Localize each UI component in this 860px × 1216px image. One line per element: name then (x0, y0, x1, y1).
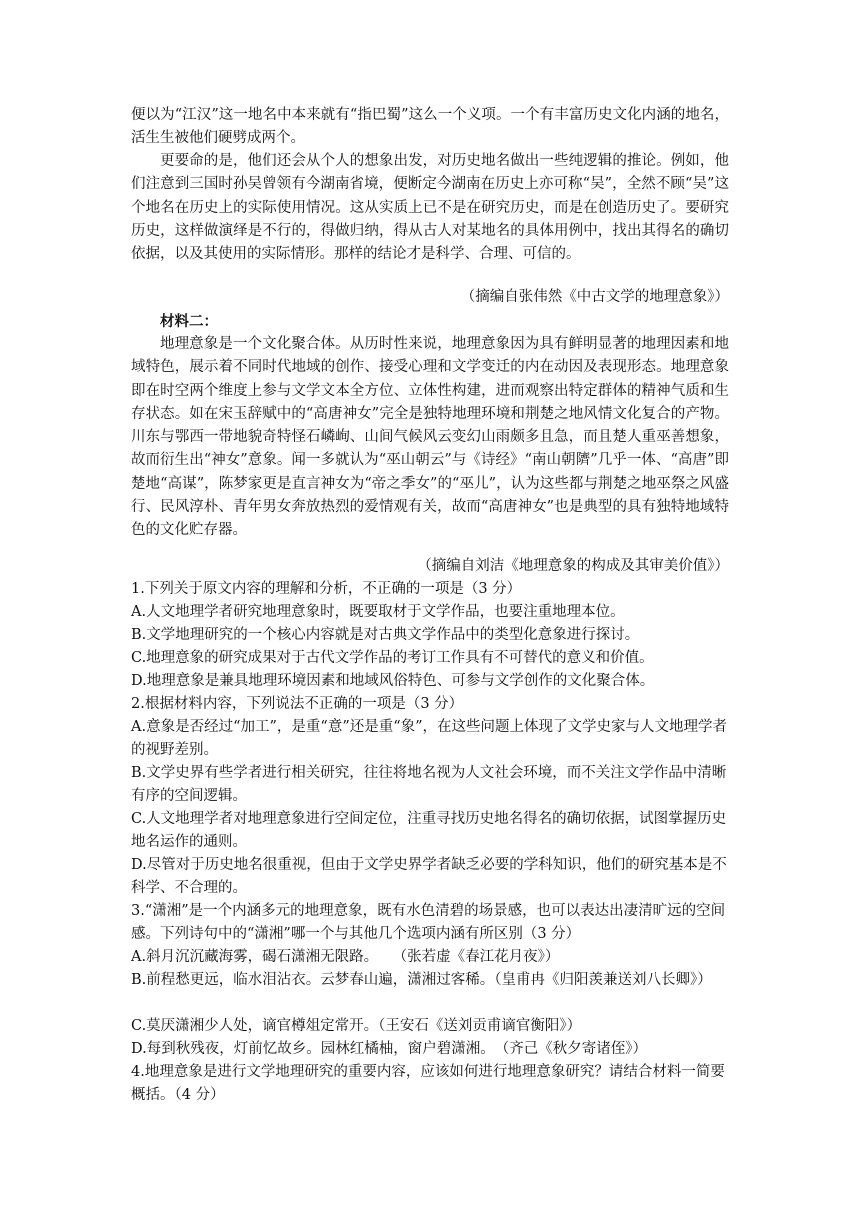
material1-paragraph: 更要命的是，他们还会从个人的想象出发，对历史地名做出一些纯逻辑的推论。例如，他们注意到三国时孙吴曾领有今湖南省境，便断定今湖南在历史上亦可称“吴”，全然不顾“吴”这个地名在历史上的实际使用情况。这从实质上已不是在研究历史，而是在创造历史了。要研究历史，这样做演绎是不行的，得做归纳，得从古人对某地名的具体用例中，找出其得名的确切依据，以及其使用的实际情形。那样的结论才是科学、合理、可信的。 (131, 153, 729, 263)
question-3-option-a: A.斜月沉沉藏海雾，碣石潇湘无限路。 （张若虚《春江花月夜》） (131, 949, 560, 965)
question-2-stem: 2.根据材料内容，下列说法不正确的一项是（3 分） (131, 696, 464, 712)
question-1-option-a: A.人文地理学者研究地理意象时，既要取材于文学作品，也要注重地理本位。 (131, 604, 625, 620)
question-2-option-b: B.文学史界有些学者进行相关研究，往往将地名视为人文社会环境，而不关注文学作品中清晰有序的空间逻辑。 (131, 765, 727, 805)
question-2-option-a: A.意象是否经过“加工”，是重“意”还是重“象”，在这些问题上体现了文学史家与人文地理学者的视野差别。 (131, 719, 728, 759)
question-1-option-d: D.地理意象是兼具地理环境因素和地域风俗特色、可参与文学创作的文化聚合体。 (131, 673, 655, 689)
question-3-option-c: C.莫厌潇湘少人处，谪官樽俎定常开。（王安石《送刘贡甫谪官衡阳》） (131, 1018, 582, 1034)
material2-paragraph: 地理意象是一个文化聚合体。从历时性来说，地理意象因为具有鲜明显著的地理因素和地域特色，展示着不同时代地域的创作、接受心理和文学变迁的内在动因及表现形态。地理意象即在时空两个维度上参与文学文本全方位、立体性构建，进而观察出特定群体的精神气质和生存状态。如在宋玉辞赋中的“高唐神女”完全是独特地理环境和荆楚之地风情文化复合的产物。川东与鄂西一带地貌奇特怪石嶙峋、山间气候风云变幻山雨颇多且急，而且楚人重巫善想象，故而衍生出“神女”意象。闻一多就认为“巫山朝云”与《诗经》“南山朝隮”几乎一体、“高唐”即楚地“高谋”，陈梦家更是直言神女为“帝之季女”的“巫儿”，认为这些都与荆楚之地巫祭之风盛行、民风淳朴、青年男女奔放热烈的爱情观有关，故而“高唐神女”也是典型的具有独特地域特色的文化贮存器。 (131, 336, 729, 539)
question-3-option-d: D.每到秋残夜，灯前忆故乡。园林红橘柚，窗户碧潇湘。 （齐己《秋夕寄诸侄》） (131, 1041, 647, 1057)
material2-source: （摘编自刘洁《地理意象的构成及其审美价值》） (417, 558, 729, 574)
question-1-stem: 1.下列关于原文内容的理解和分析，不正确的一项是（3 分） (131, 581, 522, 597)
question-4-stem: 4.地理意象是进行文学地理研究的重要内容，应该如何进行地理意象研究？请结合材料一简要概括。（4 分） (131, 1064, 725, 1104)
material1-paragraph-continued: 便以为“江汉”这一地名中本来就有“指巴蜀”这么一个义项。一个有丰富历史文化内涵的地名，活生生被他们硬劈成两个。 (131, 107, 729, 147)
question-2-option-c: C.人文地理学者对地理意象进行空间定位，注重寻找历史地名得名的确切依据，试图掌握历史地名运作的通则。 (131, 811, 727, 851)
question-3-option-b: B.前程愁更远，临水泪沾衣。云梦春山遍，潇湘过客稀。（皇甫冉《归阳羡兼送刘八长卿》） (131, 972, 712, 988)
material2-heading: 材料二： (160, 313, 218, 330)
material1-source: （摘编自张伟然《中古文学的地理意象》） (460, 289, 729, 305)
question-3-stem: 3.“潇湘”是一个内涵多元的地理意象，既有水色清碧的场景感，也可以表达出凄清旷远的空间感。下列诗句中的“潇湘”哪一个与其他几个选项内涵有所区别（3 分） (131, 903, 726, 943)
question-2-option-d: D.尽管对于历史地名很重视，但由于文学史界学者缺乏必要的学科知识，他们的研究基本是不科学、不合理的。 (131, 857, 727, 897)
question-1-option-b: B.文学地理研究的一个核心内容就是对古典文学作品中的类型化意象进行探讨。 (131, 627, 640, 643)
question-1-option-c: C.地理意象的研究成果对于古代文学作品的考订工作具有不可替代的意义和价值。 (131, 650, 654, 666)
